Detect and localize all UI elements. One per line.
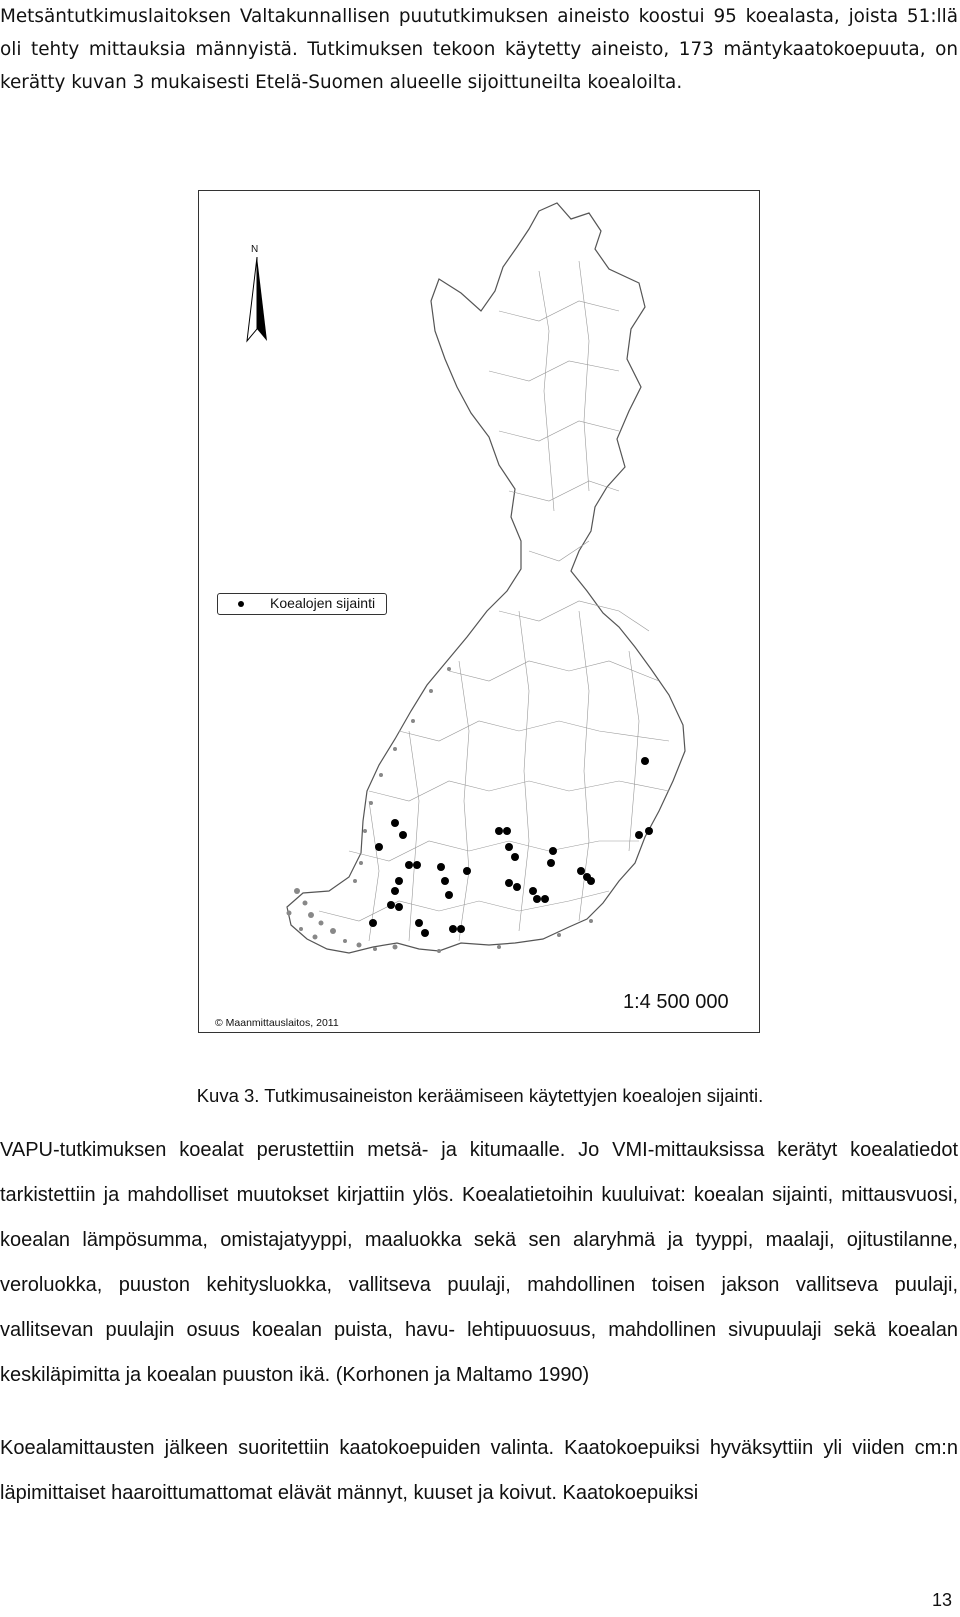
plot-location [449, 925, 457, 933]
plot-location [495, 827, 503, 835]
plot-location [641, 757, 649, 765]
plot-location [415, 919, 423, 927]
plot-location [387, 901, 395, 909]
north-arrow-icon [247, 257, 267, 341]
plot-location [441, 877, 449, 885]
plot-location [547, 859, 555, 867]
plot-location [503, 827, 511, 835]
figure-caption: Kuva 3. Tutkimusaineiston keräämiseen käytettyjen koealojen sijainti. [196, 1085, 764, 1106]
plot-location [513, 883, 521, 891]
plot-location [395, 903, 403, 911]
plot-location [391, 887, 399, 895]
plot-location [463, 867, 471, 875]
north-label: N [251, 244, 259, 255]
plot-location [505, 843, 513, 851]
map-scale: 1:4 500 000 [623, 991, 729, 1013]
plot-location [511, 853, 519, 861]
plot-location [445, 891, 453, 899]
plot-location [391, 819, 399, 827]
plot-location [413, 861, 421, 869]
plot-location [375, 843, 383, 851]
selection-paragraph: Koealamittausten jälkeen suoritettiin kaatokoepuiden valinta. Kaatokoepuiksi hyväksyttiin yli viiden cm:n läpimittaiset haaroittumattomat elävät männyt, kuuset ja koivut. Kaatokoepuiksi [0, 1437, 958, 1504]
plot-location [645, 827, 653, 835]
intro-paragraph: Metsäntutkimuslaitoksen Valtakunnallisen puututkimuksen aineisto koostui 95 koealasta, joista 51:llä oli tehty mittauksia männyistä. Tutkimuksen tekoon käytetty aineisto, 173 mäntykaatokoepuuta, on kerätty kuvan 3 mukaisesti Etelä-Suomen alueelle sijoittuneilta koealoilta. [0, 6, 958, 93]
plot-location [635, 831, 643, 839]
plot-location [587, 877, 595, 885]
plot-location [405, 861, 413, 869]
plot-location [577, 867, 585, 875]
plot-location [505, 879, 513, 887]
plot-location [437, 863, 445, 871]
plot-location [421, 929, 429, 937]
finland-outline [287, 203, 685, 953]
page-number: 13 [931, 1590, 952, 1610]
plot-location [533, 895, 541, 903]
plot-location [457, 925, 465, 933]
plot-location [541, 895, 549, 903]
plot-location [395, 877, 403, 885]
vapu-paragraph: VAPU-tutkimuksen koealat perustettiin metsä- ja kitumaalle. Jo VMI-mittauksissa kerätyt koealatiedot tarkistettiin ja mahdolliset muutokset kirjattiin ylös. Koealatietoihin kuuluivat: koealan sijainti, mittausvuosi, koealan lämpösumma, omistajatyyppi, maaluokka sekä sen alaryhmä ja tyyppi, maalaji, ojitustilanne, veroluokka, puuston kehitysluokka, vallitseva puulaji, mahdollinen toisen jakson vallitseva puulaji, vallitsevan puulajin osuus koealan puista, havu- lehtipuuosuus, mahdollinen sivupuulaji sekä koealan keskiläpimitta ja koealan puuston ikä. (Korhonen ja Maltamo 1990) [0, 1139, 958, 1386]
legend-label: Koealojen sijainti [270, 595, 376, 611]
map-figure [198, 190, 760, 1033]
plot-location [369, 919, 377, 927]
map-legend [217, 593, 387, 615]
plot-location [529, 887, 537, 895]
plot-location [549, 847, 557, 855]
plot-location [399, 831, 407, 839]
map-copyright: © Maanmittauslaitos, 2011 [215, 1017, 339, 1029]
legend-dot-icon [238, 601, 244, 607]
